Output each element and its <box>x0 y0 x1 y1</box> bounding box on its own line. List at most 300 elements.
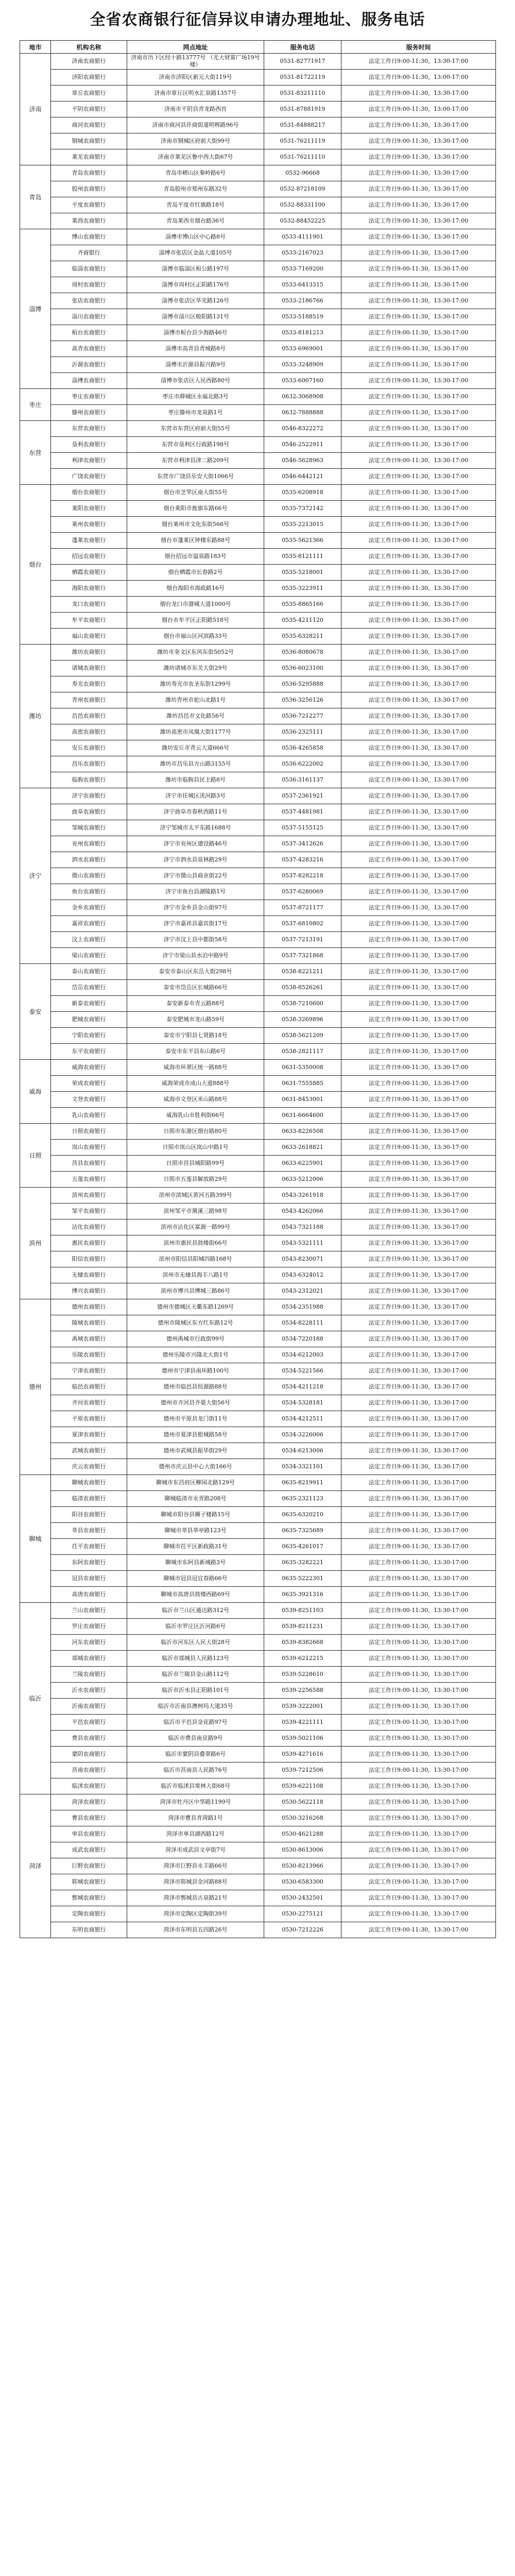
cell-institution: 宁津农商银行 <box>51 1363 127 1379</box>
cell-phone: 0539-8382668 <box>264 1635 341 1651</box>
cell-address: 德州市齐河县齐晏大街56号 <box>127 1395 264 1411</box>
cell-institution: 聊城农商银行 <box>51 1475 127 1491</box>
cell-institution: 临清农商银行 <box>51 1491 127 1507</box>
table-row <box>20 1251 496 1267</box>
cell-address: 济南市章丘区明水汇泉路1357号 <box>127 86 264 101</box>
cell-institution: 莱州农商银行 <box>51 517 127 533</box>
cell-address: 淄博市沂源县振兴路9号 <box>127 357 264 373</box>
cell-hours: 法定工作日9:00-11:30，13:30-17:00 <box>341 1874 496 1890</box>
cell-address: 烟台招远市温泉路183号 <box>127 549 264 565</box>
table-row <box>20 884 496 900</box>
cell-phone: 0531-87881919 <box>264 101 341 117</box>
cell-hours: 法定工作日9:00-11:30，13:30-17:00 <box>341 1539 496 1555</box>
cell-institution: 莱阳农商银行 <box>51 501 127 517</box>
table-row <box>20 165 496 181</box>
table-row <box>20 788 496 804</box>
cell-address: 烟台莱州市文化东街566号 <box>127 517 264 533</box>
cell-phone: 0543-3261918 <box>264 1188 341 1204</box>
cell-city: 聊城 <box>20 1475 51 1603</box>
cell-address: 济南市济阳区新元大街119号 <box>127 70 264 86</box>
cell-institution: 滨州农商银行 <box>51 1188 127 1204</box>
cell-phone: 0535-5621366 <box>264 533 341 549</box>
cell-hours: 法定工作日9:00-11:30，13:30-17:00 <box>341 1267 496 1283</box>
cell-hours: 法定工作日9:00-11:30，13:30-17:00 <box>341 932 496 948</box>
cell-phone: 0537-2361921 <box>264 788 341 804</box>
cell-phone: 0537-4481981 <box>264 804 341 820</box>
cell-phone: 0536-4265858 <box>264 740 341 756</box>
table-row <box>20 1491 496 1507</box>
cell-institution: 郓城农商银行 <box>51 1874 127 1890</box>
cell-institution: 栖霞农商银行 <box>51 565 127 581</box>
cell-address: 潍坊青州市驼山北路1号 <box>127 692 264 708</box>
table-row <box>20 1794 496 1810</box>
cell-institution: 枣庄农商银行 <box>51 389 127 405</box>
cell-hours: 法定工作日9:00-11:30，13:30-17:00 <box>341 1459 496 1475</box>
table-row <box>20 149 496 165</box>
cell-institution: 沂南农商银行 <box>51 1699 127 1715</box>
cell-institution: 河东农商银行 <box>51 1635 127 1651</box>
cell-city: 滨州 <box>20 1188 51 1299</box>
cell-hours: 法定工作日9:00-11:30，13:30-17:00 <box>341 341 496 357</box>
cell-hours: 法定工作日9:00-11:30，13:30-17:00 <box>341 1235 496 1251</box>
cell-address: 东营市利津县津二路209号 <box>127 453 264 469</box>
cell-institution: 济阳农商银行 <box>51 70 127 86</box>
header-row <box>20 41 496 54</box>
cell-phone: 0631-5350008 <box>264 1060 341 1076</box>
cell-address: 济宁市金乡县金山街97号 <box>127 900 264 916</box>
cell-phone: 0532-88452225 <box>264 213 341 229</box>
cell-hours: 法定工作日9:00-11:30，13:30-17:00 <box>341 469 496 485</box>
cell-hours: 法定工作日9:00-11:30，13:30-17:00 <box>341 1922 496 1938</box>
cell-hours: 法定工作日9:00-11:30，13:30-17:00 <box>341 149 496 165</box>
cell-address: 枣庄市薛城区永福北路3号 <box>127 389 264 405</box>
cell-city: 烟台 <box>20 485 51 645</box>
cell-hours: 法定工作日9:00-11:30，13:30-17:00 <box>341 1315 496 1331</box>
cell-institution: 博兴农商银行 <box>51 1283 127 1299</box>
cell-institution: 莱芜农商银行 <box>51 149 127 165</box>
cell-phone: 0531-81722119 <box>264 70 341 86</box>
cell-hours: 法定工作日9:00-11:30，13:30-17:00 <box>341 900 496 916</box>
cell-address: 潍坊高密市凤凰大街1177号 <box>127 724 264 740</box>
table-row <box>20 1906 496 1922</box>
cell-address: 临沂市莒南县人民路76号 <box>127 1762 264 1778</box>
cell-address: 济南市平阴县青龙路西首 <box>127 101 264 117</box>
table-header <box>20 41 496 54</box>
cell-institution: 夏津农商银行 <box>51 1427 127 1443</box>
table-row <box>20 916 496 932</box>
cell-address: 滨州邹平市黛溪三路98号 <box>127 1204 264 1219</box>
cell-hours: 法定工作日9:00-11:30，13:30-17:00 <box>341 852 496 868</box>
cell-address: 青岛莱西市烟台路36号 <box>127 213 264 229</box>
table-row <box>20 277 496 293</box>
table-row <box>20 565 496 581</box>
cell-hours: 法定工作日9:00-11:30，13:30-17:00 <box>341 517 496 533</box>
cell-institution: 金乡农商银行 <box>51 900 127 916</box>
cell-hours: 法定工作日9:00-11:30，13:30-17:00 <box>341 1651 496 1667</box>
cell-address: 聊城市阳谷县狮子楼路15号 <box>127 1507 264 1523</box>
cell-hours: 法定工作日9:00-11:30，13:30-17:00 <box>341 421 496 437</box>
cell-institution: 兖州农商银行 <box>51 836 127 852</box>
cell-phone: 0539-6212215 <box>264 1651 341 1667</box>
table-row <box>20 1140 496 1156</box>
cell-hours: 法定工作日9:00-11:30，13:30-17:00 <box>341 1699 496 1715</box>
cell-hours: 法定工作日9:00-11:30，13:30-17:00 <box>341 1667 496 1683</box>
table-row <box>20 676 496 692</box>
cell-institution: 安丘农商银行 <box>51 740 127 756</box>
cell-institution: 肥城农商银行 <box>51 1012 127 1028</box>
cell-phone: 0534-5328181 <box>264 1395 341 1411</box>
cell-address: 临沂市沂水县正阳路101号 <box>127 1683 264 1699</box>
cell-address: 淄博市张店区华光路126号 <box>127 293 264 309</box>
cell-institution: 平度农商银行 <box>51 197 127 213</box>
cell-phone: 0536-5295888 <box>264 676 341 692</box>
cell-phone: 0531-76211119 <box>264 133 341 149</box>
cell-hours: 法定工作日9:00-11:30，13:30-17:00 <box>341 708 496 724</box>
cell-address: 潍坊市临朐县民主路8号 <box>127 772 264 788</box>
cell-institution: 梁山农商银行 <box>51 948 127 964</box>
cell-address: 淄博市桓台县少海路46号 <box>127 325 264 341</box>
cell-phone: 0533-2167023 <box>264 245 341 261</box>
cell-city: 潍坊 <box>20 645 51 788</box>
cell-city: 东营 <box>20 421 51 485</box>
cell-institution: 泗水农商银行 <box>51 852 127 868</box>
table-row <box>20 613 496 629</box>
cell-city: 青岛 <box>20 165 51 229</box>
cell-hours: 法定工作日9:00-11:30，13:30-17:00 <box>341 533 496 549</box>
cell-phone: 0531-83211110 <box>264 86 341 101</box>
cell-institution: 文登农商银行 <box>51 1092 127 1108</box>
cell-address: 菏泽市曹县青菏路1号 <box>127 1810 264 1826</box>
cell-institution: 烟台农商银行 <box>51 485 127 501</box>
cell-hours: 法定工作日9:00-11:30，13:30-17:00 <box>341 1683 496 1699</box>
cell-institution: 青州农商银行 <box>51 692 127 708</box>
cell-hours: 法定工作日9:00-11:30，13:30-17:00 <box>341 804 496 820</box>
cell-phone: 0533-3248909 <box>264 357 341 373</box>
cell-institution: 淄博农商银行 <box>51 373 127 389</box>
cell-hours: 法定工作日9:00-11:30，13:30-17:00 <box>341 1810 496 1826</box>
cell-phone: 0530-5622118 <box>264 1794 341 1810</box>
cell-institution: 章丘农商银行 <box>51 86 127 101</box>
cell-institution: 单县农商银行 <box>51 1826 127 1842</box>
cell-institution: 鱼台农商银行 <box>51 884 127 900</box>
cell-address: 泰安肥城市龙山路59号 <box>127 1012 264 1028</box>
cell-institution: 莘县农商银行 <box>51 1523 127 1539</box>
cell-address: 淄博市博山区中心路8号 <box>127 229 264 245</box>
table-row <box>20 1283 496 1299</box>
cell-address: 日照市五莲县解放路29号 <box>127 1172 264 1188</box>
table-row <box>20 1810 496 1826</box>
table-row <box>20 1890 496 1906</box>
table-row <box>20 1874 496 1890</box>
cell-address: 济宁市汶上县中都街58号 <box>127 932 264 948</box>
table-row <box>20 1842 496 1858</box>
table-row <box>20 597 496 613</box>
cell-phone: 0537-5155125 <box>264 820 341 836</box>
cell-hours: 法定工作日9:00-11:30，13:30-17:00 <box>341 437 496 453</box>
cell-institution: 青岛农商银行 <box>51 165 127 181</box>
cell-address: 滨州市沾化区富源一路99号 <box>127 1219 264 1235</box>
cell-address: 威海荣成市成山大道888号 <box>127 1076 264 1092</box>
cell-institution: 成武农商银行 <box>51 1842 127 1858</box>
cell-institution: 诸城农商银行 <box>51 660 127 676</box>
cell-hours: 法定工作日9:00-11:30，13:30-17:00 <box>341 1044 496 1060</box>
cell-phone: 0535-6208918 <box>264 485 341 501</box>
cell-hours: 法定工作日9:00-11:30，13:30-17:00 <box>341 1555 496 1571</box>
cell-phone: 0533-6007160 <box>264 373 341 389</box>
cell-hours: 法定工作日9:00-11:30，13:30-17:00 <box>341 1172 496 1188</box>
table-row <box>20 469 496 485</box>
cell-address: 日照市东港区烟台路80号 <box>127 1124 264 1140</box>
cell-phone: 0543-4262066 <box>264 1204 341 1219</box>
info-table <box>20 40 496 1938</box>
cell-address: 淄博市周村区正阳路176号 <box>127 277 264 293</box>
cell-phone: 0538-7210600 <box>264 996 341 1012</box>
cell-institution: 日照农商银行 <box>51 1124 127 1140</box>
cell-city: 泰安 <box>20 964 51 1060</box>
table-row <box>20 501 496 517</box>
cell-institution: 沾化农商银行 <box>51 1219 127 1235</box>
cell-institution: 临邑农商银行 <box>51 1379 127 1395</box>
table-row <box>20 1363 496 1379</box>
cell-phone: 0538-8526261 <box>264 980 341 996</box>
cell-hours: 法定工作日9:00-11:30，13:30-17:00 <box>341 581 496 597</box>
cell-hours: 法定工作日9:00-11:30，13:30-17:00 <box>341 1347 496 1363</box>
cell-hours: 法定工作日9:00-11:30，13:30-17:00 <box>341 1379 496 1395</box>
cell-institution: 荣成农商银行 <box>51 1076 127 1092</box>
cell-address: 烟台市芝罘区南大街55号 <box>127 485 264 501</box>
cell-address: 临沂市郯城县人民路123号 <box>127 1651 264 1667</box>
cell-hours: 法定工作日9:00-11:30，13:30-17:00 <box>341 868 496 884</box>
cell-hours: 法定工作日9:00-11:30，13:30-17:00 <box>341 1188 496 1204</box>
cell-phone: 0537-8721177 <box>264 900 341 916</box>
cell-institution: 乐陵农商银行 <box>51 1347 127 1363</box>
cell-phone: 0537-4283216 <box>264 852 341 868</box>
cell-phone: 0535-4211120 <box>264 613 341 629</box>
cell-institution: 惠民农商银行 <box>51 1235 127 1251</box>
cell-phone: 0633-8226508 <box>264 1124 341 1140</box>
cell-hours: 法定工作日9:00-11:30，13:30-17:00 <box>341 1092 496 1108</box>
cell-address: 德州市德城区天衢东路1269号 <box>127 1299 264 1315</box>
cell-address: 滨州市滨城区黄河五路399号 <box>127 1188 264 1204</box>
cell-address: 聊城市冠县冠宜春路66号 <box>127 1571 264 1587</box>
cell-hours: 法定工作日9:00-11:30，13:30-17:00 <box>341 293 496 309</box>
cell-phone: 0539-3222001 <box>264 1699 341 1715</box>
cell-phone: 0539-6221108 <box>264 1778 341 1794</box>
table-row <box>20 581 496 597</box>
cell-hours: 法定工作日9:00-11:30，13:30-17:00 <box>341 277 496 293</box>
table-row <box>20 1267 496 1283</box>
cell-institution: 沂水农商银行 <box>51 1683 127 1699</box>
cell-phone: 0543-2312021 <box>264 1283 341 1299</box>
cell-hours: 法定工作日9:00-11:30，13:30-17:00 <box>341 1794 496 1810</box>
cell-institution: 平邑农商银行 <box>51 1715 127 1731</box>
table-row <box>20 309 496 325</box>
cell-phone: 0533-2186766 <box>264 293 341 309</box>
cell-hours: 法定工作日9:00-11:30，13:30-17:00 <box>341 1028 496 1044</box>
cell-institution: 新泰农商银行 <box>51 996 127 1012</box>
table-row <box>20 1044 496 1060</box>
table-row <box>20 197 496 213</box>
cell-address: 济宁市泗水县泉林路29号 <box>127 852 264 868</box>
table-row <box>20 1699 496 1715</box>
cell-address: 德州市庆云县中心大街166号 <box>127 1459 264 1475</box>
cell-address: 菏泽市巨野县永丰路66号 <box>127 1858 264 1874</box>
cell-address: 泰安市东平县东山路6号 <box>127 1044 264 1060</box>
table-row <box>20 1555 496 1571</box>
cell-hours: 法定工作日9:00-11:30，13:30-17:00 <box>341 213 496 229</box>
cell-institution: 海阳农商银行 <box>51 581 127 597</box>
cell-hours: 法定工作日9:00-11:30，13:30-17:00 <box>341 1251 496 1267</box>
cell-institution: 平原农商银行 <box>51 1411 127 1427</box>
cell-address: 济南市莱芜区鲁中西大街67号 <box>127 149 264 165</box>
cell-phone: 0633-5212006 <box>264 1172 341 1188</box>
cell-hours: 法定工作日9:00-11:30，13:30-17:00 <box>341 980 496 996</box>
cell-address: 德州乐陵市兴隆北大街1号 <box>127 1347 264 1363</box>
cell-institution: 兰陵农商银行 <box>51 1667 127 1683</box>
cell-address: 临沂市罗庄区沂河路6号 <box>127 1619 264 1635</box>
table-row <box>20 1539 496 1555</box>
cell-hours: 法定工作日9:00-11:30，13:30-17:00 <box>341 54 496 70</box>
cell-address: 东营市广饶县乐安大街1066号 <box>127 469 264 485</box>
cell-address: 聊城市茌平区新政路31号 <box>127 1539 264 1555</box>
cell-institution: 招远农商银行 <box>51 549 127 565</box>
cell-institution: 垦利农商银行 <box>51 437 127 453</box>
cell-hours: 法定工作日9:00-11:30，13:30-17:00 <box>341 916 496 932</box>
cell-hours: 法定工作日9:00-11:30，13:30-17:00 <box>341 86 496 101</box>
table-row <box>20 948 496 964</box>
cell-city: 菏泽 <box>20 1794 51 1938</box>
col-hours: 服务时间 <box>341 41 496 54</box>
cell-phone: 0535-2213015 <box>264 517 341 533</box>
cell-institution: 罗庄农商银行 <box>51 1619 127 1635</box>
cell-hours: 法定工作日9:00-11:30，13:30-17:00 <box>341 565 496 581</box>
table-row <box>20 1012 496 1028</box>
table-row <box>20 1922 496 1938</box>
cell-address: 淄博市淄川区般阳路131号 <box>127 309 264 325</box>
cell-phone: 0534-7220188 <box>264 1331 341 1347</box>
cell-address: 潍坊诸城市东关大街29号 <box>127 660 264 676</box>
cell-institution: 寿光农商银行 <box>51 676 127 692</box>
table-row <box>20 804 496 820</box>
cell-address: 淄博市张店区金晶大道105号 <box>127 245 264 261</box>
cell-institution: 淄川农商银行 <box>51 309 127 325</box>
table-row <box>20 1315 496 1331</box>
table-row <box>20 70 496 86</box>
cell-address: 滨州市惠民县鼓楼街66号 <box>127 1235 264 1251</box>
cell-phone: 0533-4111901 <box>264 229 341 245</box>
cell-hours: 法定工作日9:00-11:30，13:30-17:00 <box>341 133 496 149</box>
cell-address: 菏泽市成武县文亭街7号 <box>127 1842 264 1858</box>
table-row <box>20 1747 496 1762</box>
table-row <box>20 293 496 309</box>
cell-hours: 法定工作日9:00-11:30，13:30-17:00 <box>341 629 496 645</box>
cell-phone: 0536-3256126 <box>264 692 341 708</box>
cell-institution: 蓬莱农商银行 <box>51 533 127 549</box>
cell-phone: 0543-5321111 <box>264 1235 341 1251</box>
cell-phone: 0535-3223911 <box>264 581 341 597</box>
table-row <box>20 1507 496 1523</box>
cell-institution: 德州农商银行 <box>51 1299 127 1315</box>
cell-hours: 法定工作日9:00-11:30，13:30-17:00 <box>341 1858 496 1874</box>
table-row <box>20 1603 496 1619</box>
cell-hours: 法定工作日9:00-11:30，13:30-17:00 <box>341 772 496 788</box>
table-row <box>20 1076 496 1092</box>
cell-address: 烟台海阳市海政路16号 <box>127 581 264 597</box>
cell-phone: 0546-8322272 <box>264 421 341 437</box>
cell-phone: 0534-3226006 <box>264 1427 341 1443</box>
cell-institution: 威海农商银行 <box>51 1060 127 1076</box>
cell-institution: 武城农商银行 <box>51 1443 127 1459</box>
cell-institution: 邹城农商银行 <box>51 820 127 836</box>
cell-phone: 0538-5621209 <box>264 1028 341 1044</box>
cell-address: 淄博市临淄区桓公路197号 <box>127 261 264 277</box>
cell-hours: 法定工作日9:00-11:30，13:30-17:00 <box>341 181 496 197</box>
cell-hours: 法定工作日9:00-11:30，13:00-17:00 <box>341 70 496 86</box>
cell-hours: 法定工作日9:00-11:30，13:30-17:00 <box>341 325 496 341</box>
cell-phone: 0538-8221211 <box>264 964 341 980</box>
table-row <box>20 117 496 133</box>
cell-hours: 法定工作日9:00-11:30，13:30-17:00 <box>341 1747 496 1762</box>
cell-phone: 0631-6664600 <box>264 1108 341 1124</box>
cell-phone: 0535-7372142 <box>264 501 341 517</box>
cell-address: 烟台龙口市港城大道1000号 <box>127 597 264 613</box>
cell-hours: 法定工作日9:00-11:30，13:30-17:00 <box>341 1395 496 1411</box>
table-row <box>20 325 496 341</box>
cell-phone: 0530-8213966 <box>264 1858 341 1874</box>
cell-hours: 法定工作日9:00-11:30，13:30-17:00 <box>341 597 496 613</box>
cell-hours: 法定工作日9:00-11:30，13:30-17:00 <box>341 1587 496 1603</box>
cell-institution: 禹城农商银行 <box>51 1331 127 1347</box>
cell-hours: 法定工作日9:00-11:30，13:00-17:00 <box>341 101 496 117</box>
cell-address: 聊城市东阿县新城路3号 <box>127 1555 264 1571</box>
table-row <box>20 1204 496 1219</box>
cell-hours: 法定工作日9:00-11:30，13:30-17:00 <box>341 1411 496 1427</box>
cell-address: 枣庄滕州市龙泉路1号 <box>127 405 264 421</box>
cell-institution: 昌邑农商银行 <box>51 708 127 724</box>
table-row <box>20 1715 496 1731</box>
cell-institution: 济南农商银行 <box>51 54 127 70</box>
cell-phone: 0635-3282221 <box>264 1555 341 1571</box>
cell-institution: 微山农商银行 <box>51 868 127 884</box>
table-row <box>20 1651 496 1667</box>
table-row <box>20 1475 496 1491</box>
table-row <box>20 708 496 724</box>
cell-address: 日照市莒县城阳路99号 <box>127 1156 264 1172</box>
table-row <box>20 405 496 421</box>
cell-address: 滨州市无棣县海丰八路1号 <box>127 1267 264 1283</box>
cell-phone: 0530-7212226 <box>264 1922 341 1938</box>
cell-institution: 庆云农商银行 <box>51 1459 127 1475</box>
cell-hours: 法定工作日9:00-11:30，13:30-17:00 <box>341 964 496 980</box>
cell-address: 聊城临清市永青路208号 <box>127 1491 264 1507</box>
cell-institution: 蒙阴农商银行 <box>51 1747 127 1762</box>
table-row <box>20 996 496 1012</box>
cell-city: 济宁 <box>20 788 51 964</box>
table-row <box>20 1299 496 1315</box>
cell-institution: 桓台农商银行 <box>51 325 127 341</box>
cell-institution: 胶州农商银行 <box>51 181 127 197</box>
cell-address: 临沂市河东区人民大街28号 <box>127 1635 264 1651</box>
cell-phone: 0537-6280069 <box>264 884 341 900</box>
cell-institution: 齐河农商银行 <box>51 1395 127 1411</box>
cell-phone: 0539-4271616 <box>264 1747 341 1762</box>
cell-institution: 菏泽农商银行 <box>51 1794 127 1810</box>
table-row <box>20 660 496 676</box>
cell-institution: 东营农商银行 <box>51 421 127 437</box>
table-row <box>20 1395 496 1411</box>
cell-phone: 0539-8251103 <box>264 1603 341 1619</box>
cell-institution: 高唐农商银行 <box>51 1587 127 1603</box>
